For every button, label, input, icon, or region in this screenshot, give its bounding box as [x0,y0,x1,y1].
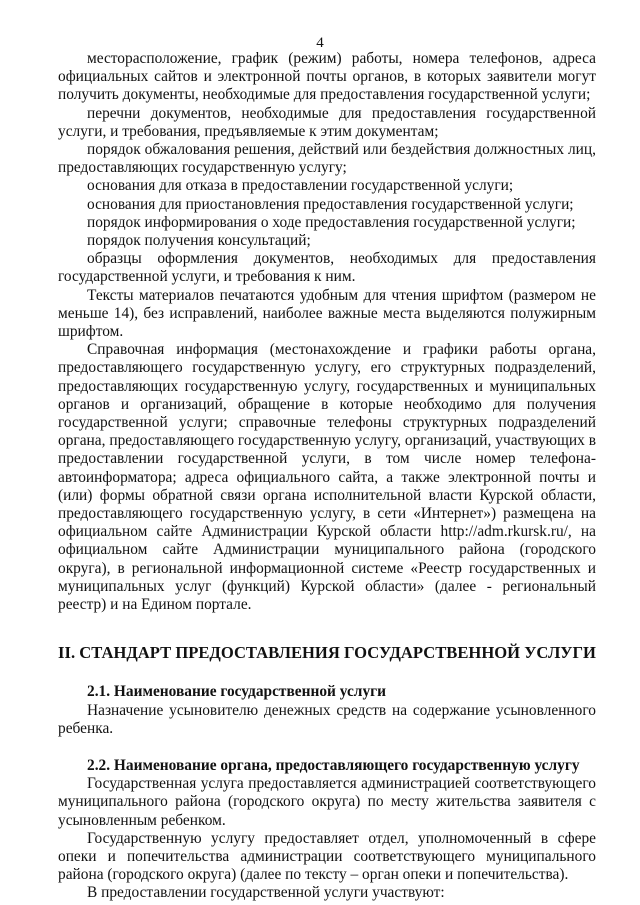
paragraph: Назначение усыновителю денежных средств на содержание усыновленного ребенка. [58,701,596,737]
paragraph: основания для отказа в предоставлении государственной услуги; [87,177,514,195]
paragraph: образцы оформления документов, необходимых для предоставления государственной услуги, и требования к ним. [58,250,596,286]
document-body [58,50,596,903]
subsection-title: 2.1. Наименование государственной услуги [87,683,386,701]
paragraph: Тексты материалов печатаются удобным для чтения шрифтом (размером не меньше 14), без исправлений, наиболее важные места выделяются полужирным шрифтом. [58,286,596,341]
paragraph: порядок получения консультаций; [87,232,311,250]
paragraph: порядок обжалования решения, действий или бездействия должностных лиц, предоставляющих государственную услугу; [58,141,596,177]
paragraph: В предоставлении государственной услуги участвуют: [87,884,445,902]
paragraph: порядок информирования о ходе предоставления государственной услуги; [87,213,576,231]
paragraph: Государственную услугу предоставляет отдел, уполномоченный в сфере опеки и попечительства администрации соответствующего муниципального района (городского округа) (далее по тексту – орган опеки и попечительства). [58,829,596,884]
paragraph: Государственная услуга предоставляется администрацией соответствующего муниципального района (городского округа) по месту жительства заявителя с усыновленным ребенком. [58,775,596,829]
paragraph: основания для приостановления предоставления государственной услуги; [87,195,574,213]
page-number: 4 [316,35,324,51]
paragraph: перечни документов, необходимые для предоставления государственной услуги, и требования, предъявляемые к этим документам; [58,104,596,140]
subsection-title: 2.2. Наименование органа, предоставляющего государственную услугу [87,756,580,774]
paragraph: месторасположение, график (режим) работы, номера телефонов, адреса официальных сайтов и электронной почты органов, в которых заявители могут получить документы, необходимые для предоставления государственной услуги; [58,50,596,104]
section-title: II. СТАНДАРТ ПРЕДОСТАВЛЕНИЯ ГОСУДАРСТВЕННОЙ УСЛУГИ [58,643,596,663]
paragraph: Справочная информация (местонахождение и графики работы органа, предоставляющего государственную услугу, его структурных подразделений, предоставляющих государственную услугу, государственных и муниципальных органов и организаций, обращение в которые необходимо для получения государственной услуги; справочные телефоны структурных подразделений органа, предоставляющего государственную услугу, организаций, участвующих в предоставлении государственной услуги, в том числе номер телефона-автоинформатора; адреса официального сайта, а также электронной почты и (или) формы обратной связи органа исполнительной власти Курской области, предоставляющего государственную услугу, в сети «Интернет») размещена на официальном сайте Администрации Курской области http://adm.rkursk.ru/, на официальном сайте Администрации муниципального района (городского округа), в региональной информационной системе «Реестр государственных и муниципальных услуг (функций) Курской области» (далее - региональный реестр) и на Едином портале. [58,341,596,614]
